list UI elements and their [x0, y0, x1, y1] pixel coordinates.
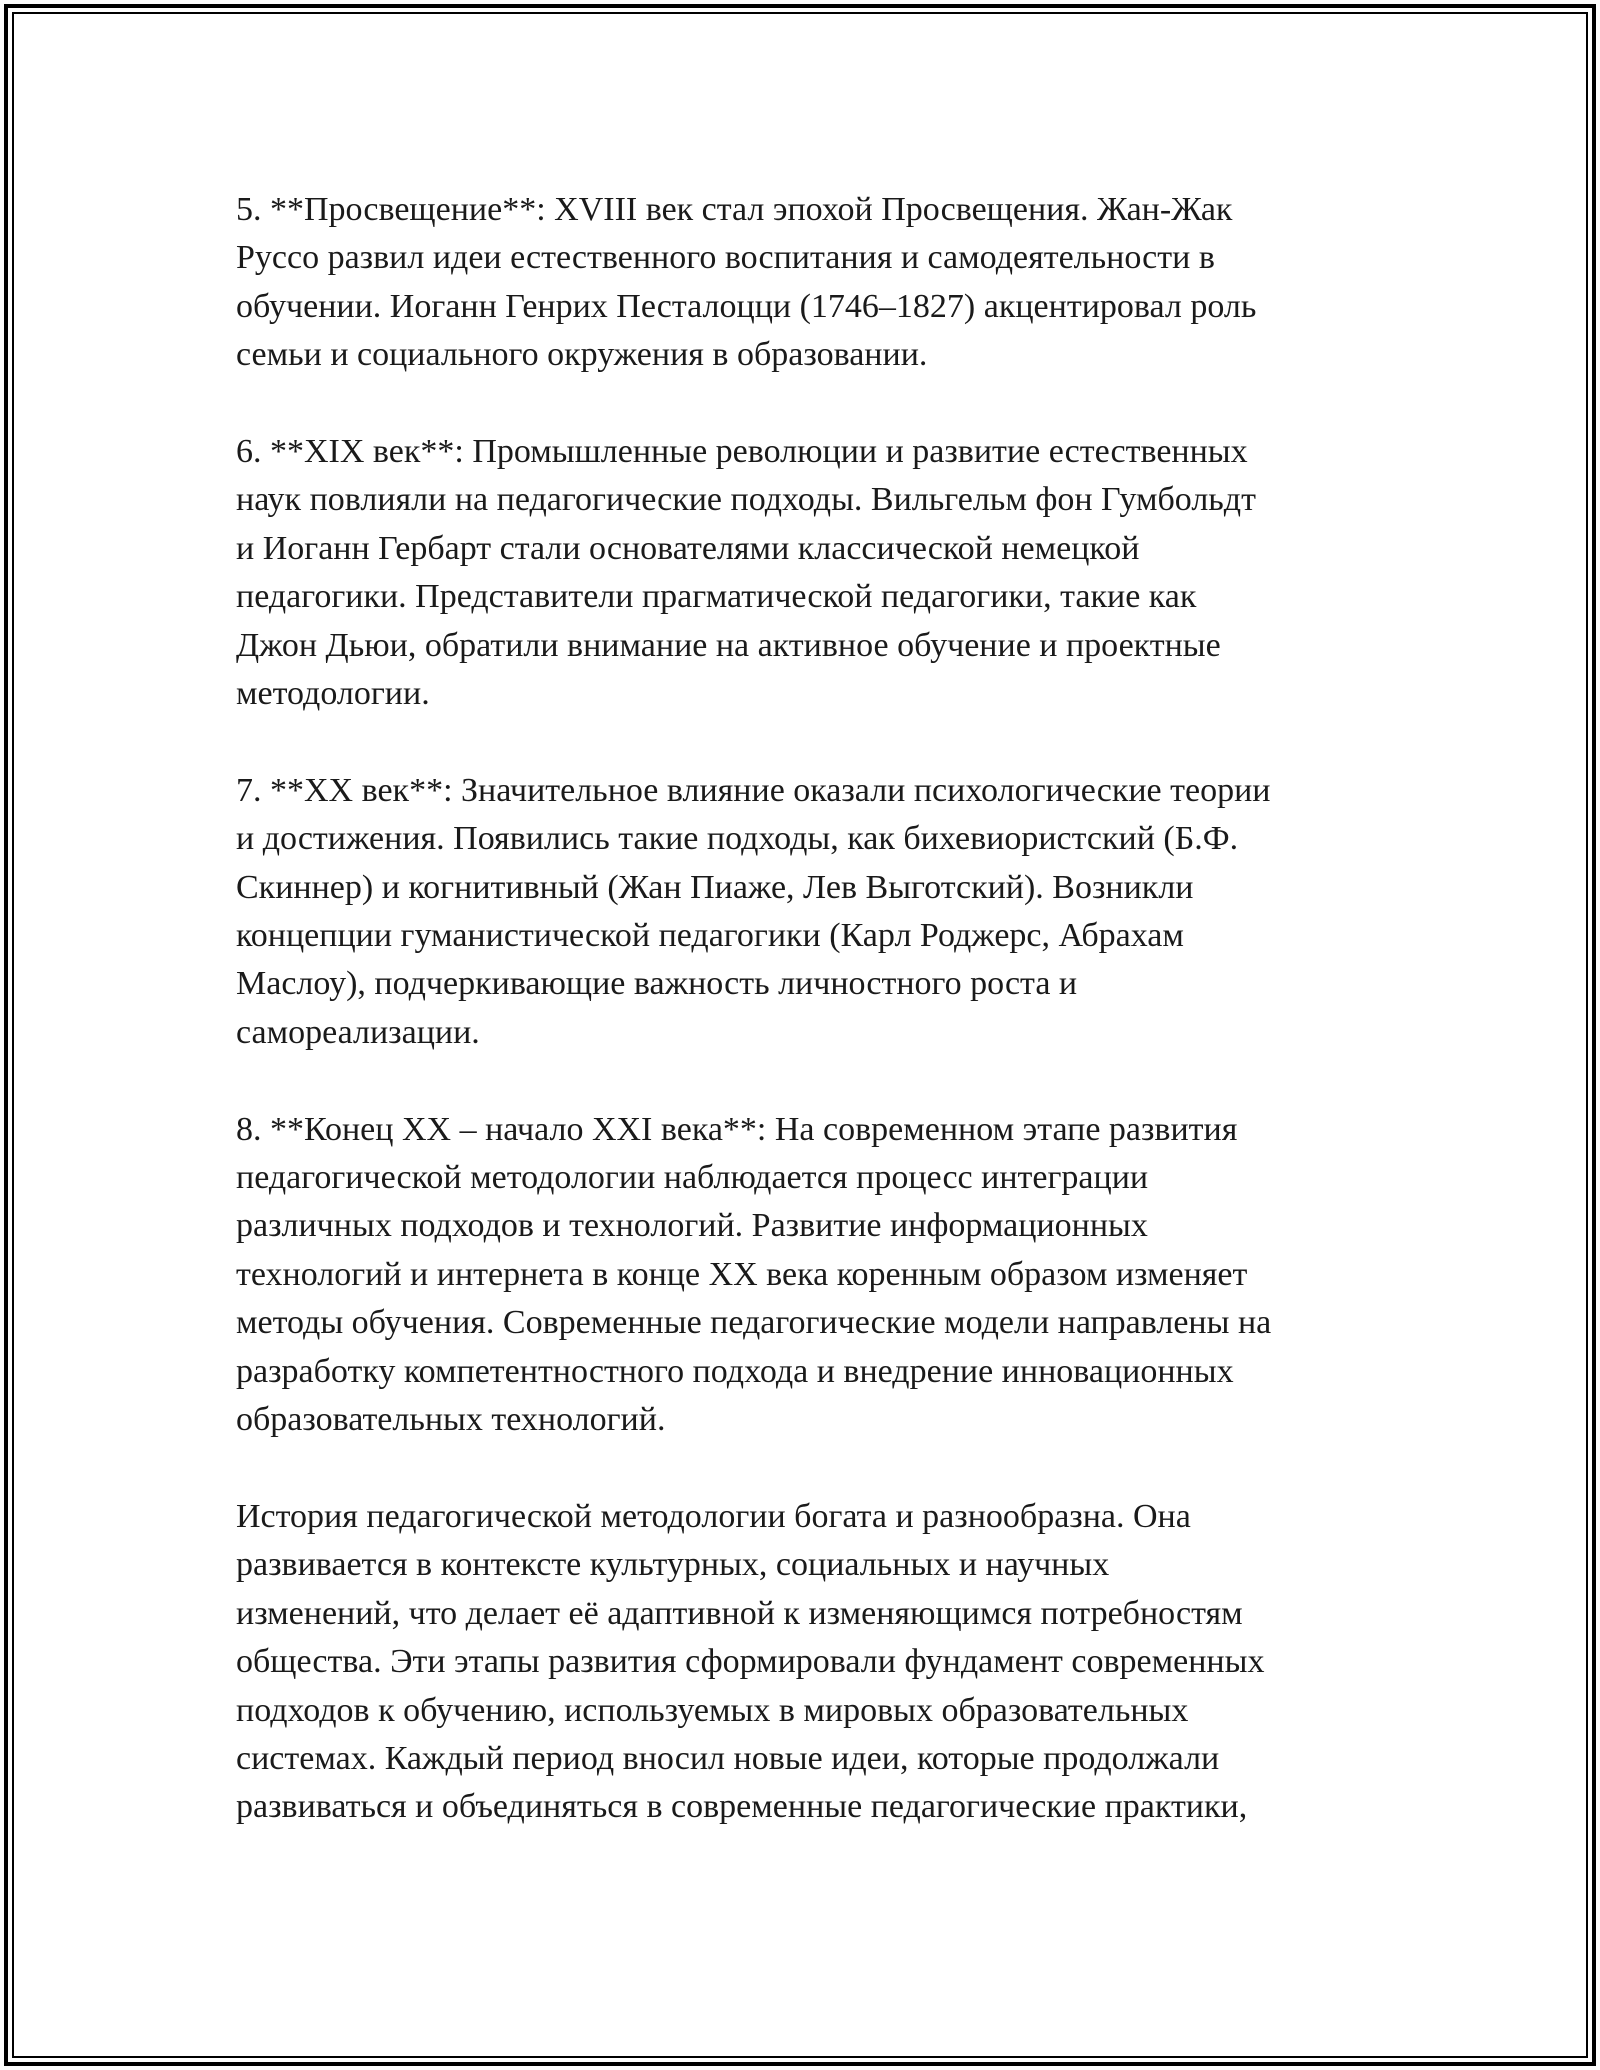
paragraph-conclusion: История педагогической методологии богата и разнообразна. Она развивается в контексте культурных, социальных и научных изменений, что делает её адаптивной к изменяющимся потребностям общества. Эти этапы развития сформировали фундамент современных подходов к обучению, используемых в мировых образовательных системах. Каждый период вносил новые идеи, которые продолжали развиваться и объединяться в современные педагогические практики,	[236, 1497, 1265, 1826]
paragraph-19th-century: 6. **XIX век**: Промышленные революции и развитие естественных наук повлияли на педагогические подходы. Вильгельм фон Гумбольдт и Иоганн Гербарт стали основателями классической немецкой педагогики. Представители прагматической педагогики, такие как Джон Дьюи, обратили внимание на активное обучение и проектные методологии.	[236, 433, 1256, 713]
document-body	[236, 186, 1366, 1880]
paragraph-enlightenment: 5. **Просвещение**: XVIII век стал эпохой Просвещения. Жан-Жак Руссо развил идеи естественного воспитания и самодеятельности в обучении. Иоганн Генрих Песталоцци (1746–1827) акцентировал роль семьи и социального окружения в образовании.	[236, 191, 1257, 374]
paragraph-late-20th-early-21st: 8. **Конец XX – начало XXI века**: На современном этапе развития педагогической методологии наблюдается процесс интеграции различных подходов и технологий. Развитие информационных технологий и интернета в конце XX века коренным образом изменяет методы обучения. Современные педагогические модели направлены на разработку компетентностного подхода и внедрение инновационных образовательных технологий.	[236, 1110, 1272, 1439]
paragraph-20th-century: 7. **XX век**: Значительное влияние оказали психологические теории и достижения. Появились такие подходы, как бихевиористский (Б.Ф. Скиннер) и когнитивный (Жан Пиаже, Лев Выготский). Возникли концепции гуманистической педагогики (Карл Роджерс, Абрахам Маслоу), подчеркивающие важность личностного роста и самореализации.	[236, 771, 1271, 1051]
